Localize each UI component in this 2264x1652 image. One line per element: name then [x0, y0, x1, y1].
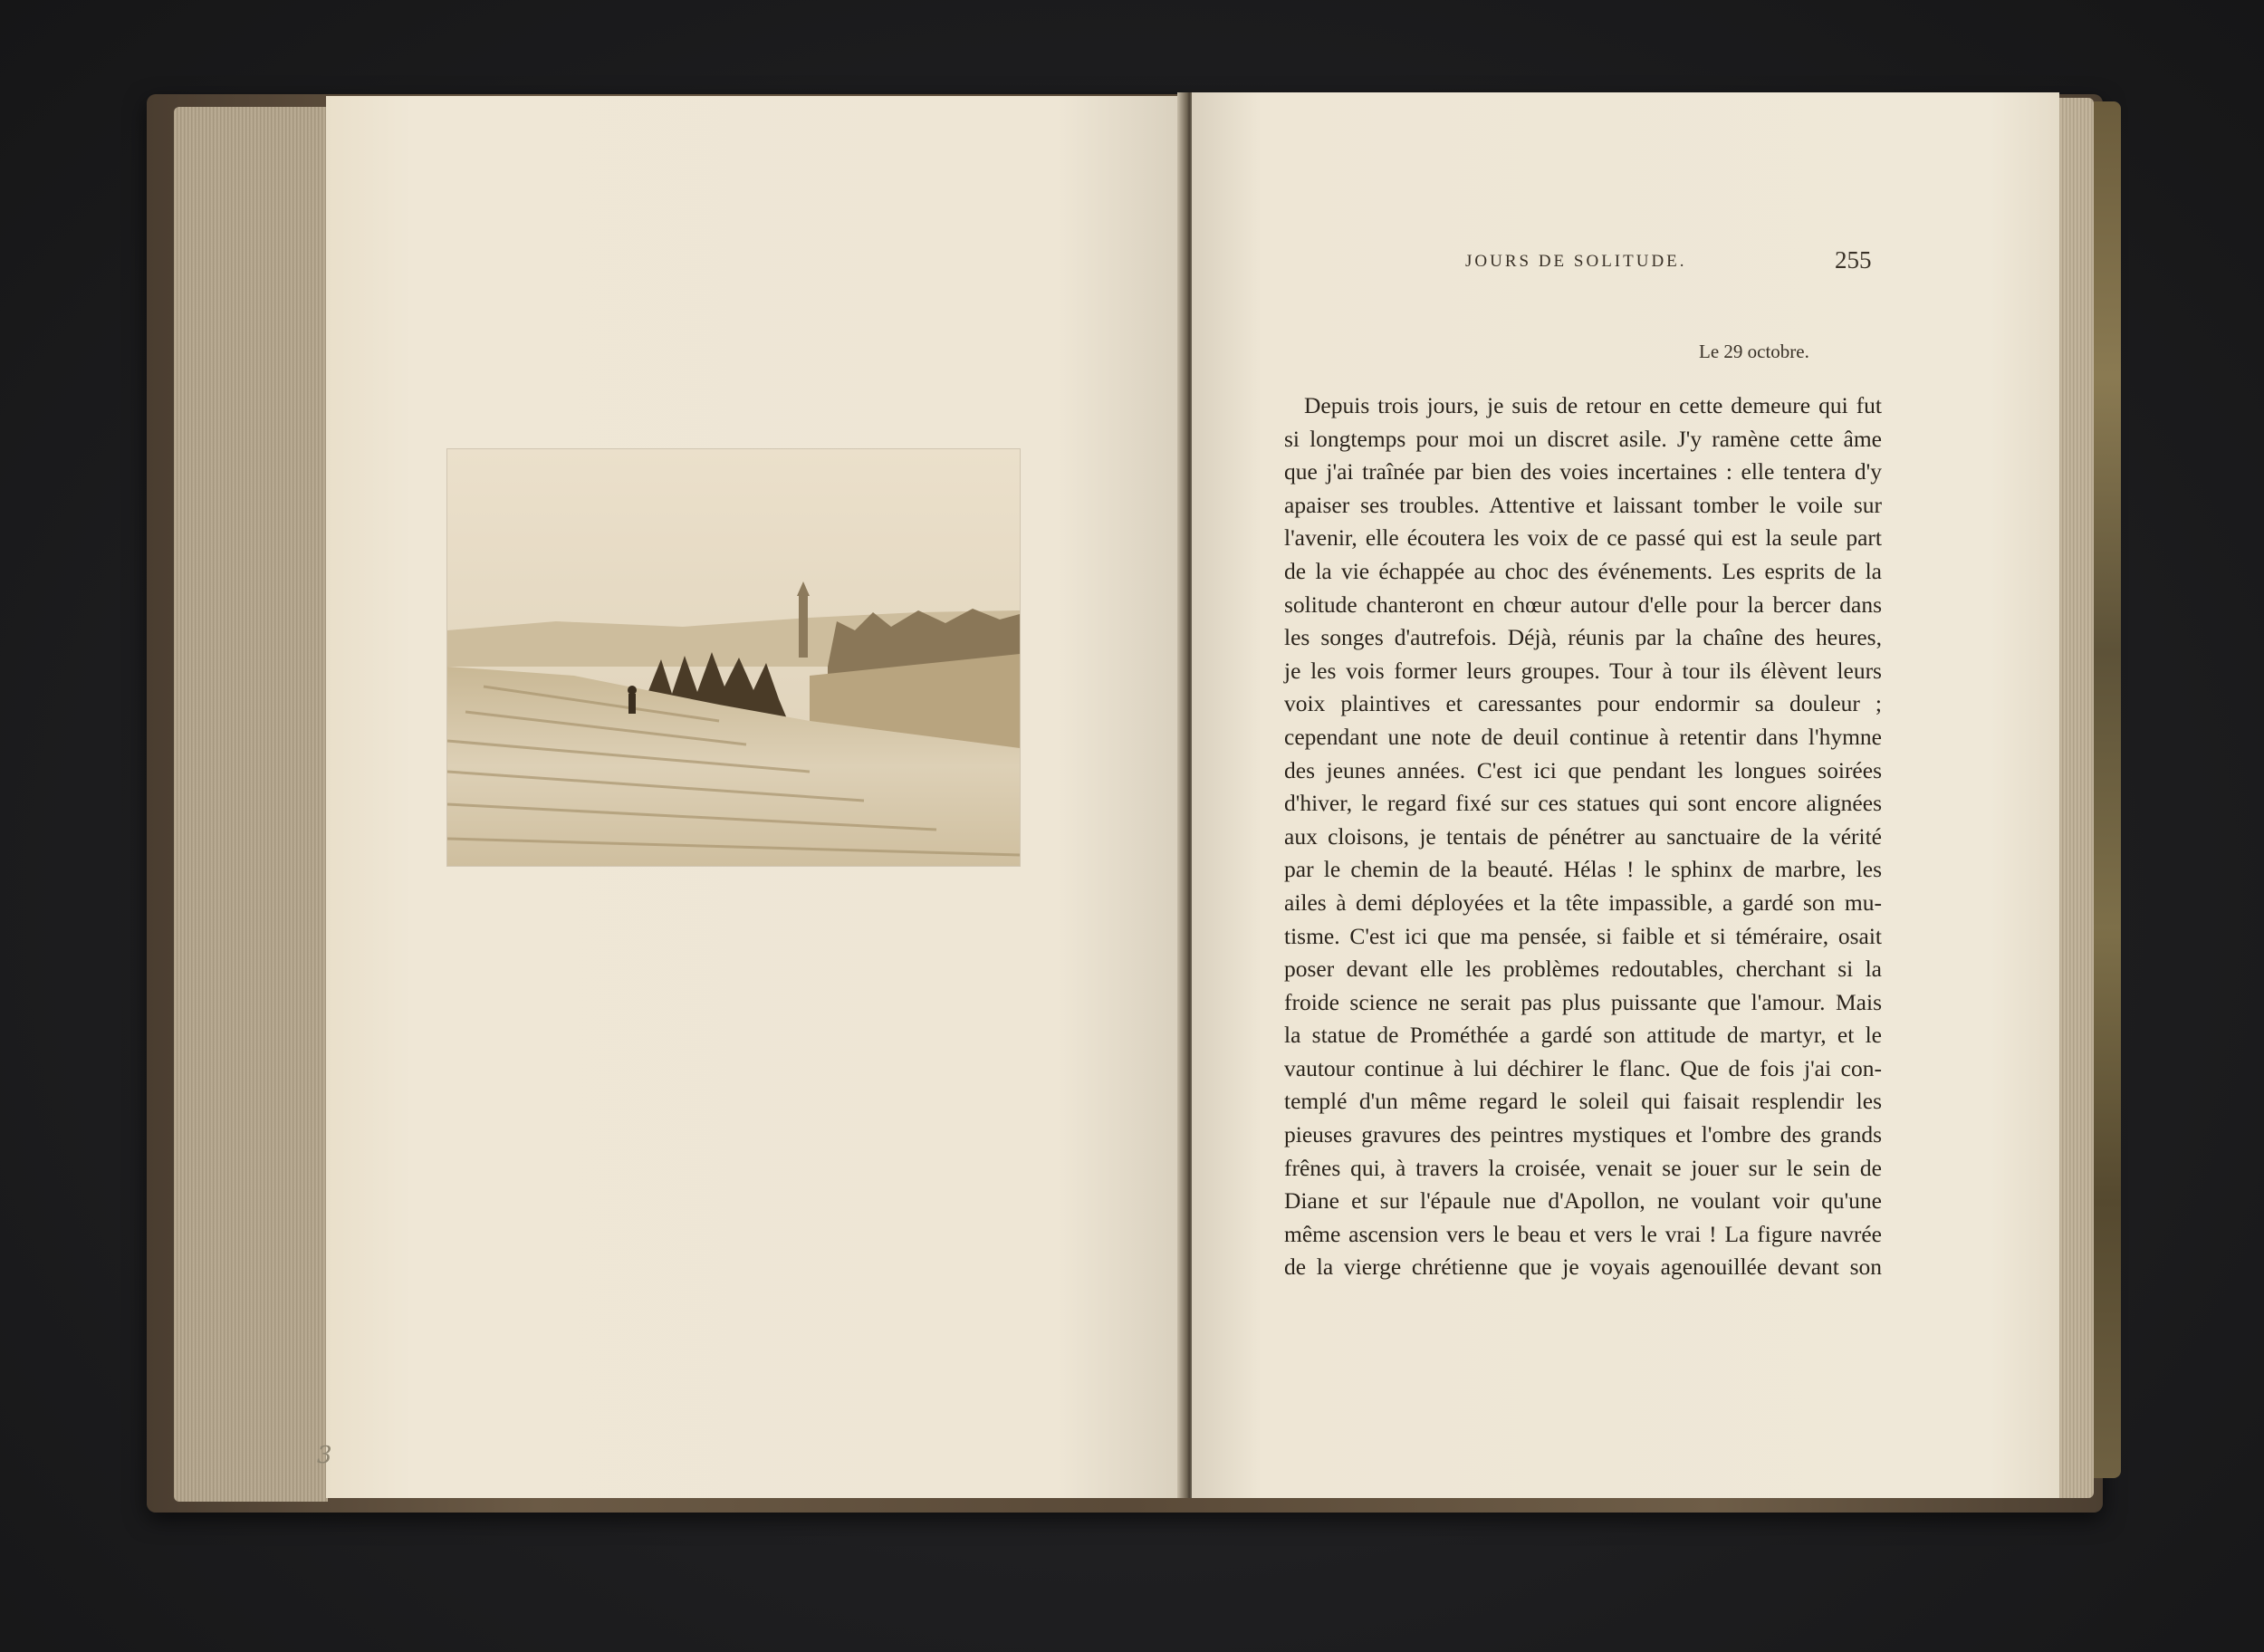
marbled-board [2094, 101, 2121, 1478]
text-line: voix plaintives et caressantes pour endormir sa douleur ; [1284, 690, 1882, 717]
text-line: de la vierge chrétienne que je voyais agenouillée devant son [1284, 1253, 1882, 1281]
pencil-annotation: 3 [317, 1442, 332, 1469]
text-line: vautour continue à lui déchirer le flanc. Que de fois j'ai con- [1284, 1054, 1882, 1081]
text-line: poser devant elle les problèmes redoutables, cherchant si la [1284, 956, 1882, 983]
text-line: des jeunes années. C'est ici que pendant les longues soirées [1284, 756, 1882, 783]
text-line: que j'ai traînée par bien des voies incertaines : elle tentera d'y [1284, 458, 1882, 485]
text-line: templé d'un même regard le soleil qui faisait resplendir les [1284, 1088, 1882, 1115]
running-head: JOURS DE SOLITUDE. [1465, 252, 1687, 271]
text-line: je les vois former leurs groupes. Tour à tour ils élèvent leurs [1284, 657, 1882, 684]
text-line: Diane et sur l'épaule nue d'Apollon, ne voulant voir qu'une [1284, 1187, 1882, 1215]
text-line: par le chemin de la beauté. Hélas ! le sphinx de marbre, les [1284, 856, 1882, 883]
text-line: ailes à demi déployées et la tête impassible, a gardé son mu- [1284, 888, 1882, 916]
text-line: cependant une note de deuil continue à retentir dans l'hymne [1284, 723, 1882, 750]
landscape-photograph [447, 449, 1020, 866]
text-line: d'hiver, le regard fixé sur ces statues qui sont encore alignées [1284, 790, 1882, 817]
text-line: froide science ne serait pas plus puissante que l'amour. Mais [1284, 988, 1882, 1015]
text-line: tisme. C'est ici que ma pensée, si faible et si téméraire, osait [1284, 922, 1882, 949]
text-line: la statue de Prométhée a gardé son attitude de martyr, et le [1284, 1022, 1882, 1049]
text-line: aux cloisons, je tentais de pénétrer au sanctuaire de la vérité [1284, 822, 1882, 850]
left-page-edges [174, 107, 328, 1502]
page-number: 255 [1835, 246, 1872, 274]
dateline: Le 29 octobre. [1699, 341, 1809, 362]
text-line: Depuis trois jours, je suis de retour en cette demeure qui fut [1304, 392, 1882, 418]
text-line: solitude chanteront en chœur autour d'elle pour la bercer dans [1284, 591, 1882, 618]
text-line: si longtemps pour moi un discret asile. J'y ramène cette âme [1284, 425, 1882, 452]
text-line: l'avenir, elle écoutera les voix de ce passé qui est la seule part [1284, 524, 1882, 552]
photo-scene [447, 449, 1020, 866]
text-line: frênes qui, à travers la croisée, venait se jouer sur le sein de [1284, 1154, 1882, 1181]
text-line: apaiser ses troubles. Attentive et laissant tomber le voile sur [1284, 491, 1882, 518]
text-line: les songes d'autrefois. Déjà, réunis par la chaîne des heures, [1284, 624, 1882, 651]
text-line: même ascension vers le beau et vers le vrai ! La figure navrée [1284, 1220, 1882, 1247]
body-text [1284, 389, 1882, 1284]
text-line: de la vie échappée au choc des événements. Les esprits de la [1284, 557, 1882, 584]
text-line: pieuses gravures des peintres mystiques et l'ombre des grands [1284, 1121, 1882, 1148]
